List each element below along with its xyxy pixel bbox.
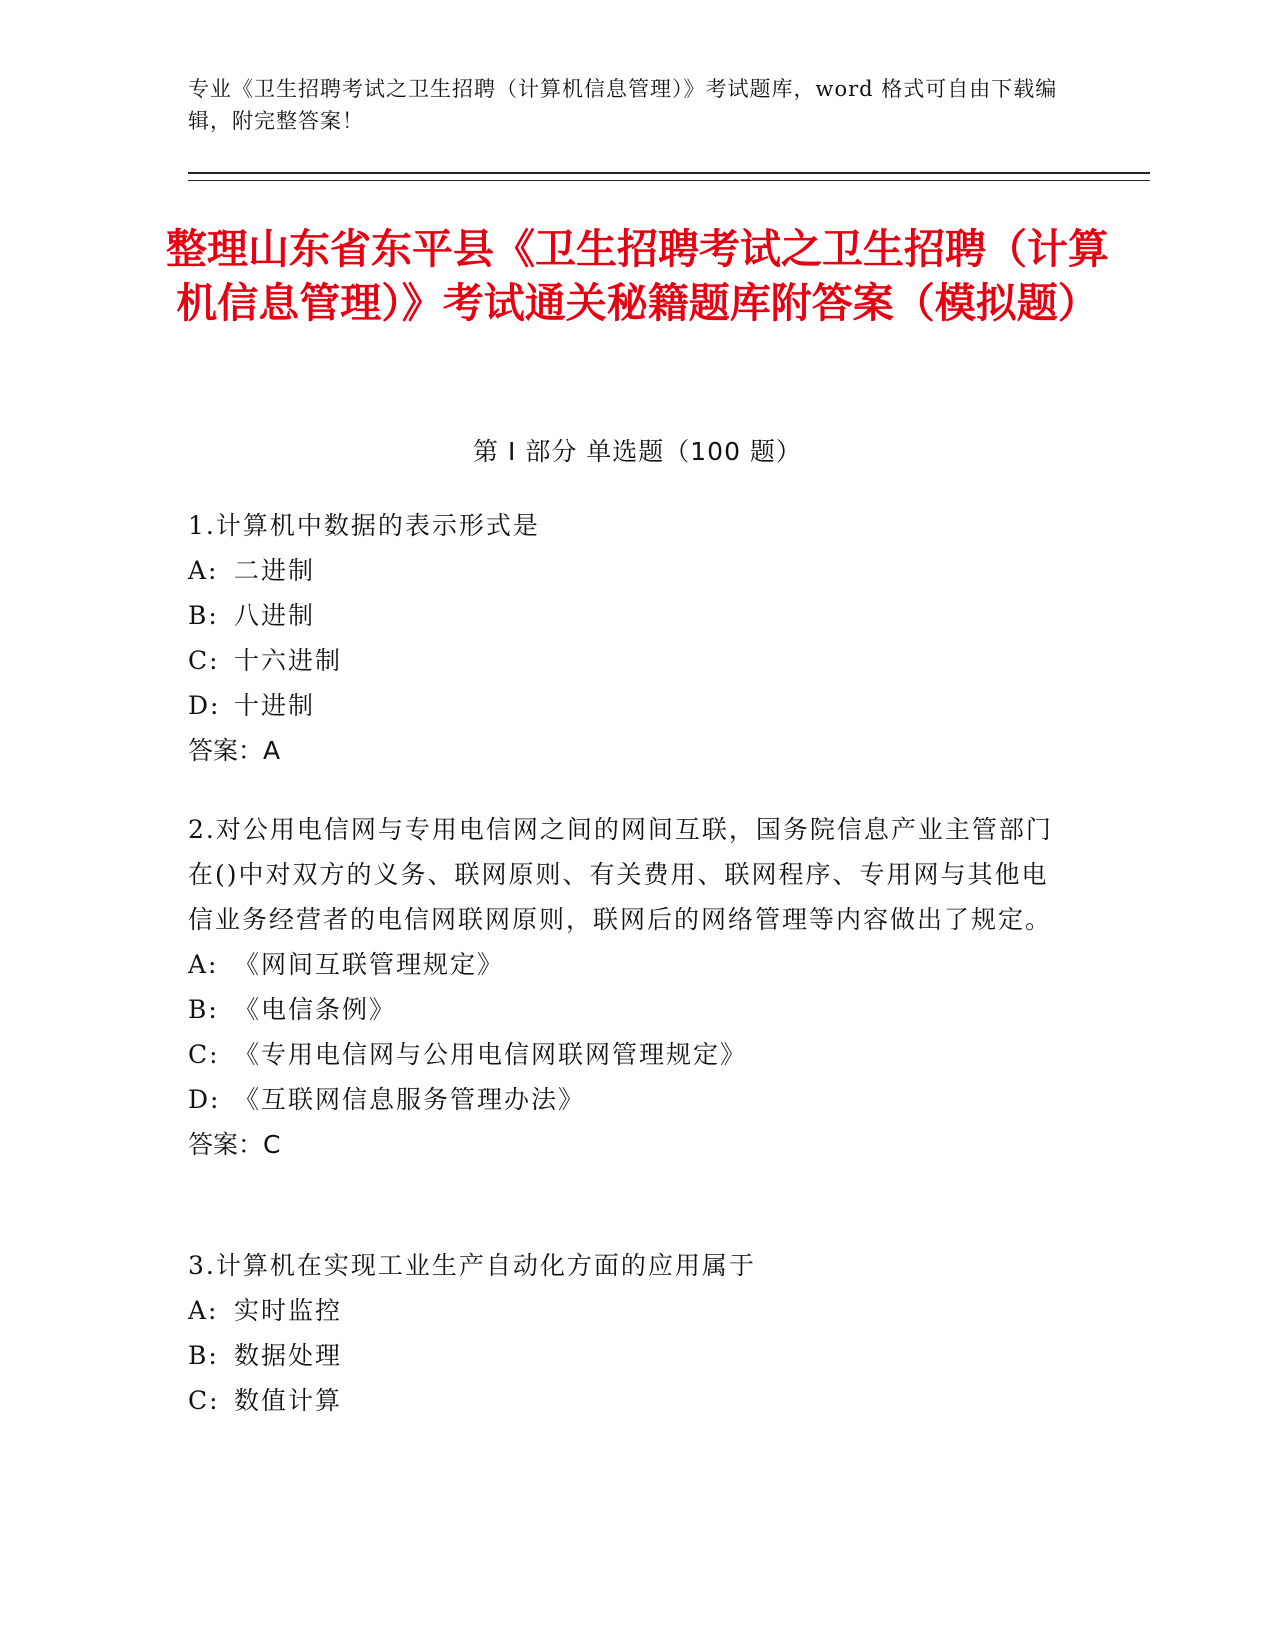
option-letter: B:	[188, 1341, 219, 1370]
option-c	[188, 638, 1068, 683]
option-text: 《网间互联管理规定》	[234, 950, 505, 979]
question-3	[188, 1243, 1068, 1423]
option-letter: C:	[188, 1386, 220, 1415]
header-divider-thin	[188, 180, 1150, 181]
option-text: 《电信条例》	[234, 995, 397, 1024]
option-text: 八进制	[234, 601, 316, 630]
option-letter: C:	[188, 646, 220, 675]
option-b	[188, 1333, 1068, 1378]
question-1	[188, 503, 1068, 773]
option-a	[188, 1288, 1068, 1333]
answer: 答案：A	[188, 736, 281, 765]
option-c	[188, 1378, 1068, 1423]
option-letter: A:	[188, 556, 219, 585]
option-text: 十进制	[234, 691, 316, 720]
option-d	[188, 1077, 1068, 1122]
option-c	[188, 1032, 1068, 1077]
option-text: 二进制	[234, 556, 316, 585]
option-b	[188, 987, 1068, 1032]
option-a	[188, 942, 1068, 987]
question-stem: 1.计算机中数据的表示形式是	[188, 511, 540, 540]
section-heading: 第 I 部分 单选题（100 题）	[473, 437, 802, 466]
header-note: 专业《卫生招聘考试之卫生招聘（计算机信息管理）》考试题库，word 格式可自由下载编辑，附完整答案！	[188, 77, 1058, 133]
option-text: 《专用电信网与公用电信网联网管理规定》	[234, 1040, 748, 1069]
option-text: 《互联网信息服务管理办法》	[234, 1085, 586, 1114]
answer: 答案：C	[188, 1130, 281, 1159]
document-title: 整理山东省东平县《卫生招聘考试之卫生招聘（计算机信息管理）》考试通关秘籍题库附答案（模拟题）	[166, 225, 1109, 327]
option-letter: A:	[188, 1296, 219, 1325]
option-letter: D:	[188, 691, 221, 720]
header-divider-thick	[188, 172, 1150, 174]
option-letter: B:	[188, 995, 219, 1024]
option-letter: C:	[188, 1040, 220, 1069]
option-a	[188, 548, 1068, 593]
option-text: 数值计算	[234, 1386, 343, 1415]
question-stem: 3.计算机在实现工业生产自动化方面的应用属于	[188, 1251, 756, 1280]
option-b	[188, 593, 1068, 638]
option-text: 十六进制	[234, 646, 343, 675]
question-stem: 2.对公用电信网与专用电信网之间的网间互联，国务院信息产业主管部门在()中对双方的义务、联网原则、有关费用、联网程序、专用网与其他电信业务经营者的电信网联网原则，联网后的网络管理等内容做出了规定。	[188, 815, 1053, 934]
option-letter: D:	[188, 1085, 221, 1114]
question-2	[188, 807, 1068, 1167]
option-text: 数据处理	[234, 1341, 343, 1370]
option-text: 实时监控	[234, 1296, 343, 1325]
option-letter: A:	[188, 950, 219, 979]
option-d	[188, 683, 1068, 728]
option-letter: B:	[188, 601, 219, 630]
